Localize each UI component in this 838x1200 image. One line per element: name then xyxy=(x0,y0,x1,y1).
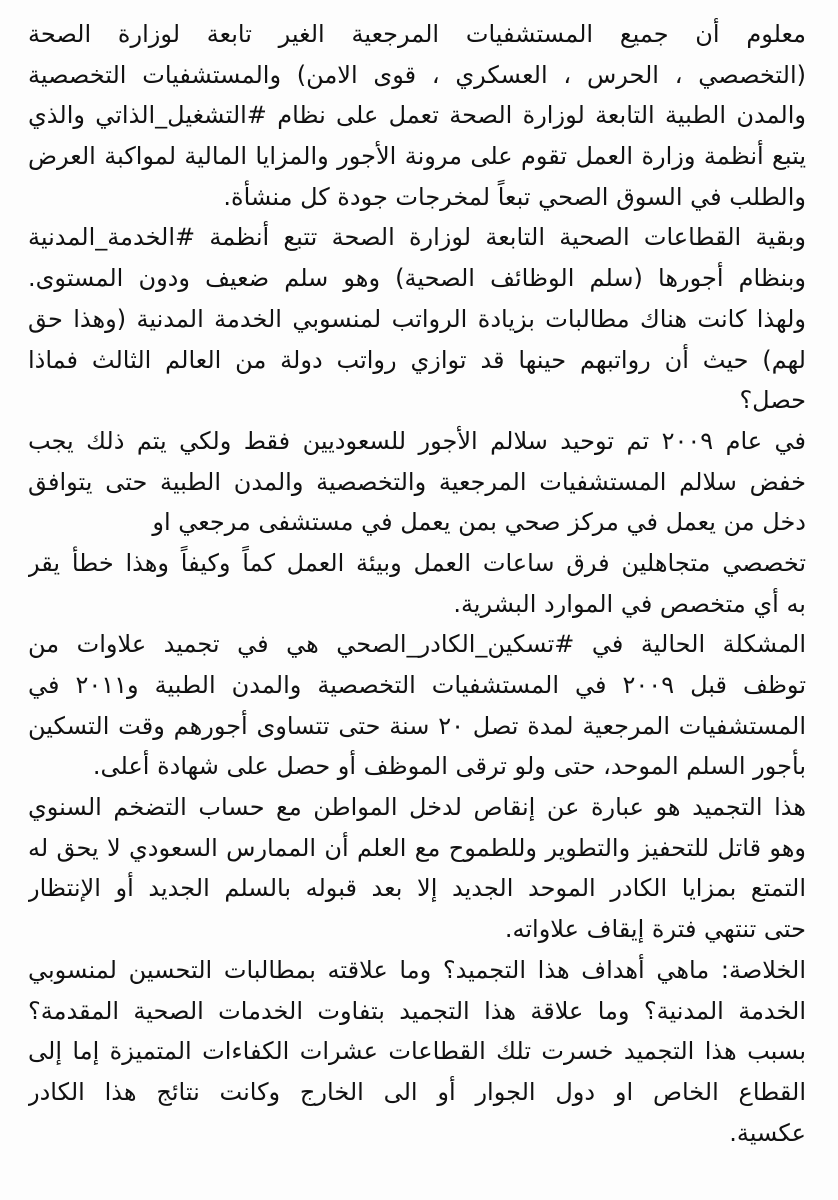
text-line: وبنظام أجورها (سلم الوظائف الصحية) وهو سلم ضعيف ودون المستوى. xyxy=(28,264,806,293)
text-line: الخدمة المدنية؟ وما علاقة هذا التجميد بتفاوت الخدمات الصحية المقدمة؟ xyxy=(28,996,806,1025)
text-line: وهو قاتل للتحفيز والتطوير وللطموح مع العلم أن الممارس السعودي لا يحق له xyxy=(28,833,806,862)
text-line: وبقية القطاعات الصحية التابعة لوزارة الصحة تتبع أنظمة #الخدمة_المدنية xyxy=(28,223,806,252)
text-line: والطلب في السوق الصحي تبعاً لمخرجات جودة كل منشأة. xyxy=(223,182,806,211)
text-line: القطاع الخاص او دول الجوار أو الى الخارج وكانت نتائج هذا الكادر xyxy=(28,1077,806,1106)
text-line: لهم) حيث أن رواتبهم حينها قد توازي رواتب دولة من العالم الثالث فماذا xyxy=(28,345,806,374)
text-line: توظف قبل ٢٠٠٩ في المستشفيات التخصصية والمدن الطبية و٢٠١١ في xyxy=(28,671,806,699)
text-line: دخل من يعمل في مركز صحي بمن يعمل في مستشفى مرجعي او xyxy=(152,508,806,537)
text-line: ولهذا كانت هناك مطالبات بزيادة الرواتب لمنسوبي الخدمة المدنية (وهذا حق xyxy=(28,304,806,333)
text-line: تخصصي متجاهلين فرق ساعات العمل وبيئة العمل كماً وكيفاً وهذا خطأ يقر xyxy=(28,548,806,577)
text-line: التمتع بمزايا الكادر الموحد الجديد إلا بعد قبوله بالسلم الجديد أو الإنتظار xyxy=(28,874,806,903)
text-line: الخلاصة: ماهي أهداف هذا التجميد؟ وما علاقته بمطالبات التحسين لمنسوبي xyxy=(28,955,806,984)
text-line: بسبب هذا التجميد خسرت تلك القطاعات عشرات الكفاءات المتميزة إما إلى xyxy=(28,1037,806,1066)
text-line: يتبع أنظمة وزارة العمل تقوم على مرونة الأجور والمزايا المالية لمواكبة العرض xyxy=(28,142,806,171)
text-line: خفض سلالم المستشفيات المرجعية والتخصصية والمدن الطبية حتى يتوافق xyxy=(28,467,806,496)
text-line: حتى تنتهي فترة إيقاف علاواته. xyxy=(504,915,806,944)
text-line: والمدن الطبية التابعة لوزارة الصحة تعمل على نظام #التشغيل_الذاتي والذي xyxy=(28,101,806,130)
text-line: عكسية. xyxy=(729,1118,806,1147)
text-line: (التخصصي ، الحرس ، العسكري ، قوى الامن) والمستشفيات التخصصية xyxy=(28,60,806,89)
text-line: حصل؟ xyxy=(739,386,806,415)
text-line: في عام ٢٠٠٩ تم توحيد سلالم الأجور للسعوديين فقط ولكي يتم ذلك يجب xyxy=(28,426,806,455)
text-line: هذا التجميد هو عبارة عن إنقاص لدخل المواطن مع حساب التضخم السنوي xyxy=(28,793,806,822)
text-line: به أي متخصص في الموارد البشرية. xyxy=(453,589,806,618)
text-line: المشكلة الحالية في #تسكين_الكادر_الصحي هي في تجميد علاوات من xyxy=(28,630,806,659)
text-line: المستشفيات المرجعية لمدة تصل ٢٠ سنة حتى تتساوى أجورهم وقت التسكين xyxy=(28,711,806,740)
text-line: معلوم أن جميع المستشفيات المرجعية الغير تابعة لوزارة الصحة xyxy=(28,20,806,48)
text-line: بأجور السلم الموحد، حتى ولو ترقى الموظف أو حصل على شهادة أعلى. xyxy=(92,752,806,781)
